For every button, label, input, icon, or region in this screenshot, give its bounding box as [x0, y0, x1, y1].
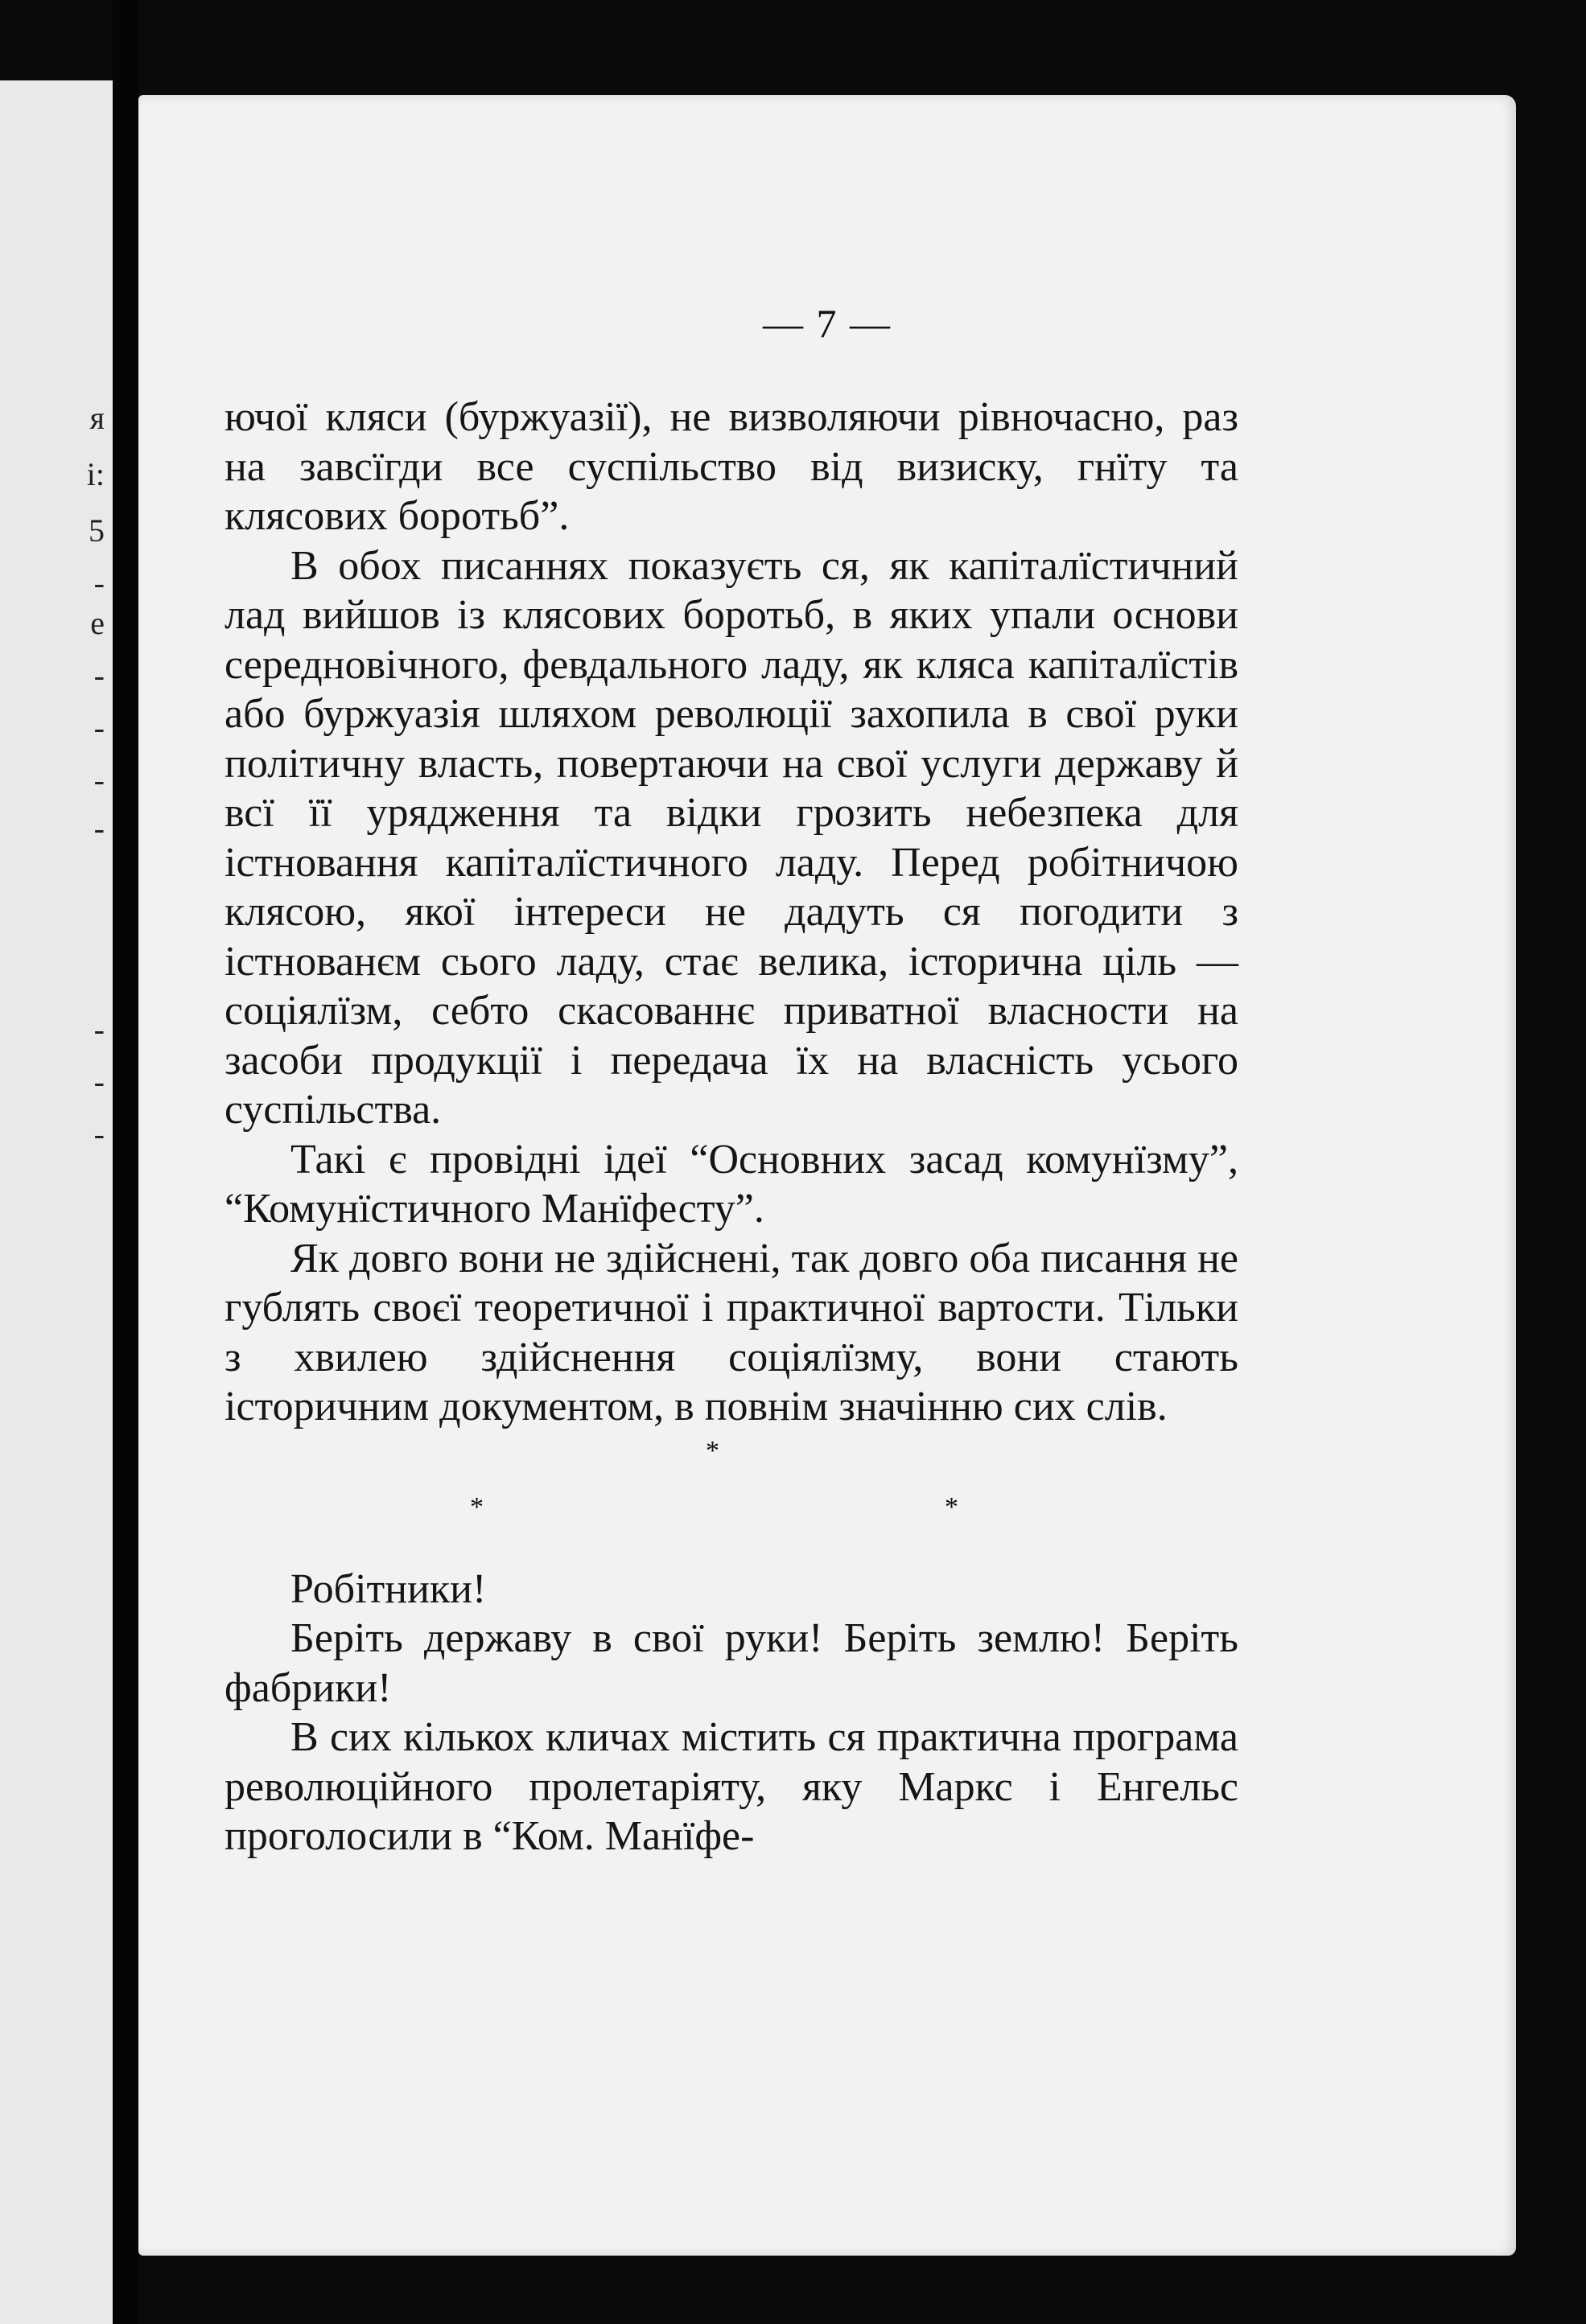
page-fragment: -: [93, 762, 105, 798]
paragraph: Як довго вони не здійснені, так довго оба писання не гублять своєї теоретичної і практичної вартости. Тільки з хвилею здійснення соціялїзму, вони стають історичним документом, в повнім значінню сих слів.: [225, 1235, 1238, 1429]
paragraph: ючої кляси (буржуазії), не визволяючи рівночасно, раз на завсїгди все суспільство від визиску, гнїту та клясових боротьб”.: [225, 394, 1238, 539]
page-fragment: я: [89, 400, 105, 436]
divider-star: *: [706, 1435, 719, 1466]
paragraph: Робітники!: [290, 1565, 487, 1612]
page-fragment: -: [93, 657, 105, 693]
divider-star: *: [470, 1491, 484, 1522]
book-page: [138, 95, 1516, 2256]
divider-star: *: [945, 1491, 958, 1522]
section-divider: [225, 1435, 1238, 1565]
page-fragment: -: [93, 710, 105, 746]
paragraph: В сих кількох кличах містить ся практична програма революційного пролетаріяту, яку Маркс і Енгельс проголосили в “Ком. Манїфе-: [225, 1714, 1238, 1859]
page-fragment: -: [93, 1116, 105, 1152]
previous-page-edge: [0, 80, 113, 2324]
page-fragment: і:: [86, 456, 105, 492]
page-body: [225, 393, 1238, 1861]
page-fragment: -: [93, 565, 105, 601]
paragraph: Беріть державу в свої руки! Беріть землю! Беріть фабрики!: [225, 1615, 1238, 1711]
page-fragment: -: [93, 810, 105, 846]
page-number: — 7 —: [763, 301, 892, 346]
page-fragment: 5: [89, 512, 105, 549]
book-gutter: [113, 0, 138, 2324]
paragraph: В обох писаннях показуєть ся, як капіталїстичний лад вийшов із клясових боротьб, в яких упали основи середновічного, февдального ладу, як кляса капіталїстів або буржуазія шляхом революції захопила в свої руки політичну власть, повертаючи на свої услуги державу й всї її урядження та відки грозить небезпека для істновання капіталїстичного ладу. Перед робітничою клясою, якої інтереси не дадуть ся погодити з істнованєм сього ладу, стає велика, історична ціль — соціялїзм, себто скасованнє приватної власности на засоби продукції і передача їх на власність усього суспільства.: [225, 542, 1238, 1133]
paragraph: Такі є провідні ідеї “Основних засад комунїзму”, “Комунїстичного Манїфесту”.: [225, 1136, 1238, 1232]
page-fragment: -: [93, 1063, 105, 1100]
page-fragment: -: [93, 1011, 105, 1047]
page-fragment: е: [90, 605, 105, 641]
